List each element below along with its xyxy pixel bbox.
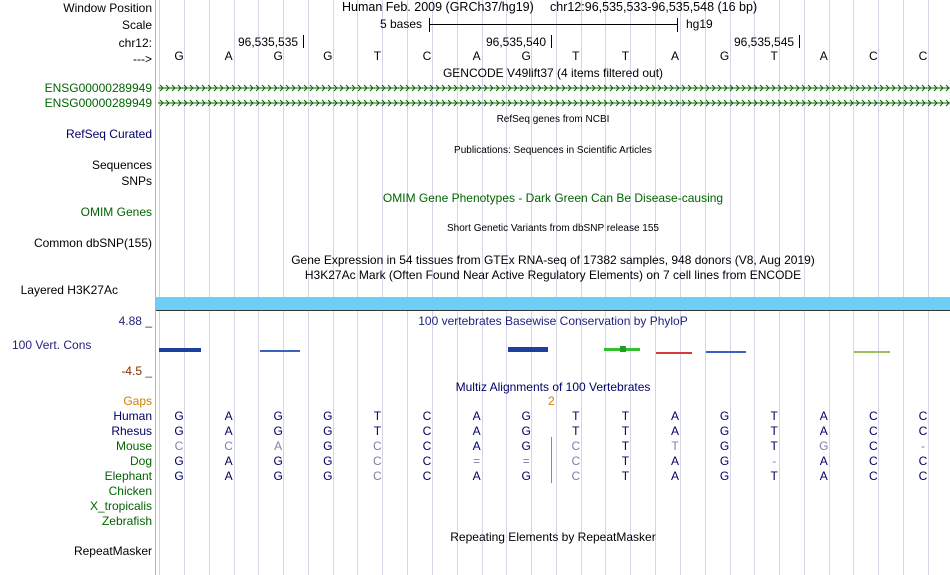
ruler-tick-1: 96,535,535 <box>238 35 299 49</box>
scale-tick-right <box>677 18 678 32</box>
aligned-base: G <box>521 424 531 438</box>
aligned-base: C <box>224 439 233 453</box>
aligned-base: G <box>323 424 333 438</box>
aligned-base: A <box>670 409 679 423</box>
refseq-label[interactable]: RefSeq Curated <box>65 127 152 141</box>
reference-base: A <box>670 49 679 63</box>
repeat-label[interactable]: RepeatMasker <box>73 544 152 558</box>
aligned-base: G <box>174 409 184 423</box>
reference-base: G <box>323 49 333 63</box>
aligned-base: A <box>819 454 828 468</box>
scale-label: Scale <box>121 18 152 32</box>
aligned-base: G <box>323 469 333 483</box>
gaps-label[interactable]: Gaps <box>123 394 152 408</box>
species-label[interactable]: Elephant <box>104 469 152 483</box>
aligned-base: C <box>422 469 432 483</box>
chrom-label: chr12: <box>118 36 152 50</box>
sequences-label[interactable]: Sequences <box>91 158 152 172</box>
ruler-tick-mark-1 <box>303 35 304 48</box>
gtex-title[interactable]: Gene Expression in 54 tissues from GTEx RNA-seq of 17382 samples, 948 donors (V8, Aug 2019) <box>291 253 815 267</box>
aligned-base: C <box>571 469 581 483</box>
layered-baseline <box>156 310 950 311</box>
species-label[interactable]: X_tropicalis <box>89 499 152 513</box>
aligned-base: A <box>472 439 481 453</box>
species-label[interactable]: Chicken <box>108 484 152 498</box>
aligned-base: = <box>522 454 530 468</box>
multiz-title[interactable]: Multiz Alignments of 100 Vertebrates <box>455 380 651 394</box>
aligned-base: T <box>572 409 580 423</box>
gene-label-1[interactable]: ENSG00000289949 <box>44 81 152 95</box>
aligned-base: G <box>719 469 730 483</box>
aligned-base: G <box>323 409 333 423</box>
refseq-title[interactable]: RefSeq genes from NCBI <box>496 114 610 125</box>
gene-track-2[interactable] <box>158 96 950 110</box>
reference-base: T <box>770 49 778 63</box>
strand-label: ---> <box>133 52 152 66</box>
omim-title[interactable]: OMIM Gene Phenotypes - Dark Green Can Be Disease-causing <box>382 191 724 205</box>
aligned-base: G <box>174 469 184 483</box>
aligned-base: C <box>869 469 878 483</box>
aligned-base: A <box>819 424 828 438</box>
scale-assembly: hg19 <box>686 17 713 31</box>
aligned-base: A <box>224 454 233 468</box>
aligned-base: C <box>869 409 878 423</box>
reference-base: T <box>572 49 580 63</box>
aligned-base: A <box>819 409 828 423</box>
layered-h3k27ac-signal[interactable] <box>156 297 950 310</box>
cons-title[interactable]: 100 vertebrates Basewise Conservation by PhyloP <box>418 314 688 328</box>
aligned-base: G <box>273 409 283 423</box>
aligned-base: A <box>670 424 679 438</box>
ruler-tick-2: 96,535,540 <box>486 35 547 49</box>
aligned-base: A <box>472 469 481 483</box>
aligned-base: = <box>473 454 481 468</box>
aligned-base: T <box>770 469 778 483</box>
aligned-base: G <box>323 454 333 468</box>
conservation-signal[interactable] <box>156 340 950 364</box>
aligned-base: A <box>274 439 283 453</box>
omim-label[interactable]: OMIM Genes <box>80 205 152 219</box>
aligned-base: C <box>918 469 928 483</box>
reference-base: A <box>819 49 828 63</box>
gencode-title[interactable]: GENCODE V49lift37 (4 items filtered out) <box>442 66 664 80</box>
reference-base: G <box>273 49 283 63</box>
aligned-base: G <box>323 439 333 453</box>
reference-base: G <box>719 49 730 63</box>
aligned-base: C <box>373 439 382 453</box>
assembly-text: Human Feb. 2009 (GRCh37/hg19) <box>342 0 534 14</box>
aligned-base: G <box>521 469 531 483</box>
aligned-base: T <box>373 424 382 438</box>
reference-base: A <box>472 49 481 63</box>
aligned-base: C <box>373 469 382 483</box>
layered-label[interactable]: Layered H3K27Ac <box>20 283 118 297</box>
reference-base: C <box>869 49 878 63</box>
aligned-base: T <box>770 424 778 438</box>
species-label[interactable]: Dog <box>129 454 152 468</box>
aligned-base: C <box>869 424 878 438</box>
aligned-base: - <box>921 439 925 453</box>
aligned-base: T <box>621 469 630 483</box>
aligned-base: G <box>819 439 829 453</box>
aligned-base: T <box>621 409 630 423</box>
scale-bar-text: 5 bases <box>380 17 423 31</box>
reference-base: T <box>621 49 630 63</box>
species-label[interactable]: Human <box>113 409 152 423</box>
scale-bar <box>429 24 677 25</box>
reference-base: A <box>224 49 233 63</box>
aligned-base: G <box>719 454 730 468</box>
aligned-base: - <box>772 454 777 468</box>
cons-label[interactable]: 100 Vert. Cons <box>12 338 92 352</box>
aligned-base: C <box>422 439 432 453</box>
aligned-base: G <box>273 469 283 483</box>
aligned-base: C <box>571 454 581 468</box>
gaps-value: 2 <box>548 394 555 408</box>
species-label[interactable]: Mouse <box>115 439 152 453</box>
aligned-base: C <box>918 424 928 438</box>
aligned-base: T <box>770 439 778 453</box>
aligned-base: A <box>224 469 233 483</box>
aligned-base: G <box>521 409 531 423</box>
aligned-base: G <box>719 439 730 453</box>
aligned-base: G <box>719 409 730 423</box>
aligned-base: T <box>621 454 630 468</box>
reference-base: T <box>373 49 382 63</box>
aligned-base: C <box>373 454 382 468</box>
dbsnp-title[interactable]: Short Genetic Variants from dbSNP release 155 <box>447 223 659 234</box>
gene-track-1[interactable] <box>158 81 950 95</box>
aligned-base: A <box>472 424 481 438</box>
aligned-base: T <box>770 409 778 423</box>
aligned-base: G <box>174 424 184 438</box>
reference-base: C <box>918 49 928 63</box>
sequences-title[interactable]: Publications: Sequences in Scientific Articles <box>454 145 652 156</box>
species-label[interactable]: Rhesus <box>111 424 152 438</box>
aligned-base: A <box>670 469 679 483</box>
aligned-base: G <box>273 454 283 468</box>
aligned-base: C <box>571 439 581 453</box>
aligned-base: C <box>422 454 432 468</box>
aligned-base: T <box>572 424 580 438</box>
dbsnp-label[interactable]: Common dbSNP(155) <box>33 236 152 250</box>
aligned-base: T <box>621 439 630 453</box>
scale-tick-left <box>429 18 430 32</box>
snps-label[interactable]: SNPs <box>121 174 152 188</box>
insertion-marker <box>551 437 552 483</box>
aligned-base: A <box>819 469 828 483</box>
aligned-base: C <box>918 454 928 468</box>
label-separator <box>155 0 156 575</box>
species-label[interactable]: Zebrafish <box>101 514 152 528</box>
aligned-base: G <box>719 424 730 438</box>
aligned-base: C <box>869 454 878 468</box>
aligned-base: T <box>671 439 679 453</box>
reference-base: G <box>521 49 531 63</box>
ruler-tick-3: 96,535,545 <box>734 35 795 49</box>
h3k27-title[interactable]: H3K27Ac Mark (Often Found Near Active Regulatory Elements) on 7 cell lines from ENCODE <box>304 268 802 282</box>
aligned-base: A <box>472 409 481 423</box>
aligned-base: C <box>174 439 184 453</box>
aligned-base: A <box>670 454 679 468</box>
reference-base: C <box>422 49 432 63</box>
window-position-label: Window Position <box>63 1 152 15</box>
aligned-base: G <box>273 424 283 438</box>
aligned-base: T <box>373 409 382 423</box>
aligned-base: C <box>422 409 432 423</box>
aligned-base: A <box>224 409 233 423</box>
ruler-tick-mark-2 <box>551 35 552 48</box>
aligned-base: G <box>174 454 184 468</box>
cons-max: 4.88 _ <box>118 314 152 328</box>
aligned-base: A <box>224 424 233 438</box>
aligned-base: C <box>918 409 928 423</box>
ruler-tick-mark-3 <box>799 35 800 48</box>
aligned-base: C <box>869 439 878 453</box>
repeat-title[interactable]: Repeating Elements by RepeatMasker <box>450 530 656 544</box>
position-text: chr12:96,535,533-96,535,548 (16 bp) <box>550 0 758 14</box>
aligned-base: T <box>621 424 630 438</box>
aligned-base: G <box>521 439 531 453</box>
gene-label-2[interactable]: ENSG00000289949 <box>44 96 152 110</box>
reference-base: G <box>174 49 184 63</box>
aligned-base: C <box>422 424 432 438</box>
cons-min: -4.5 _ <box>121 364 152 378</box>
